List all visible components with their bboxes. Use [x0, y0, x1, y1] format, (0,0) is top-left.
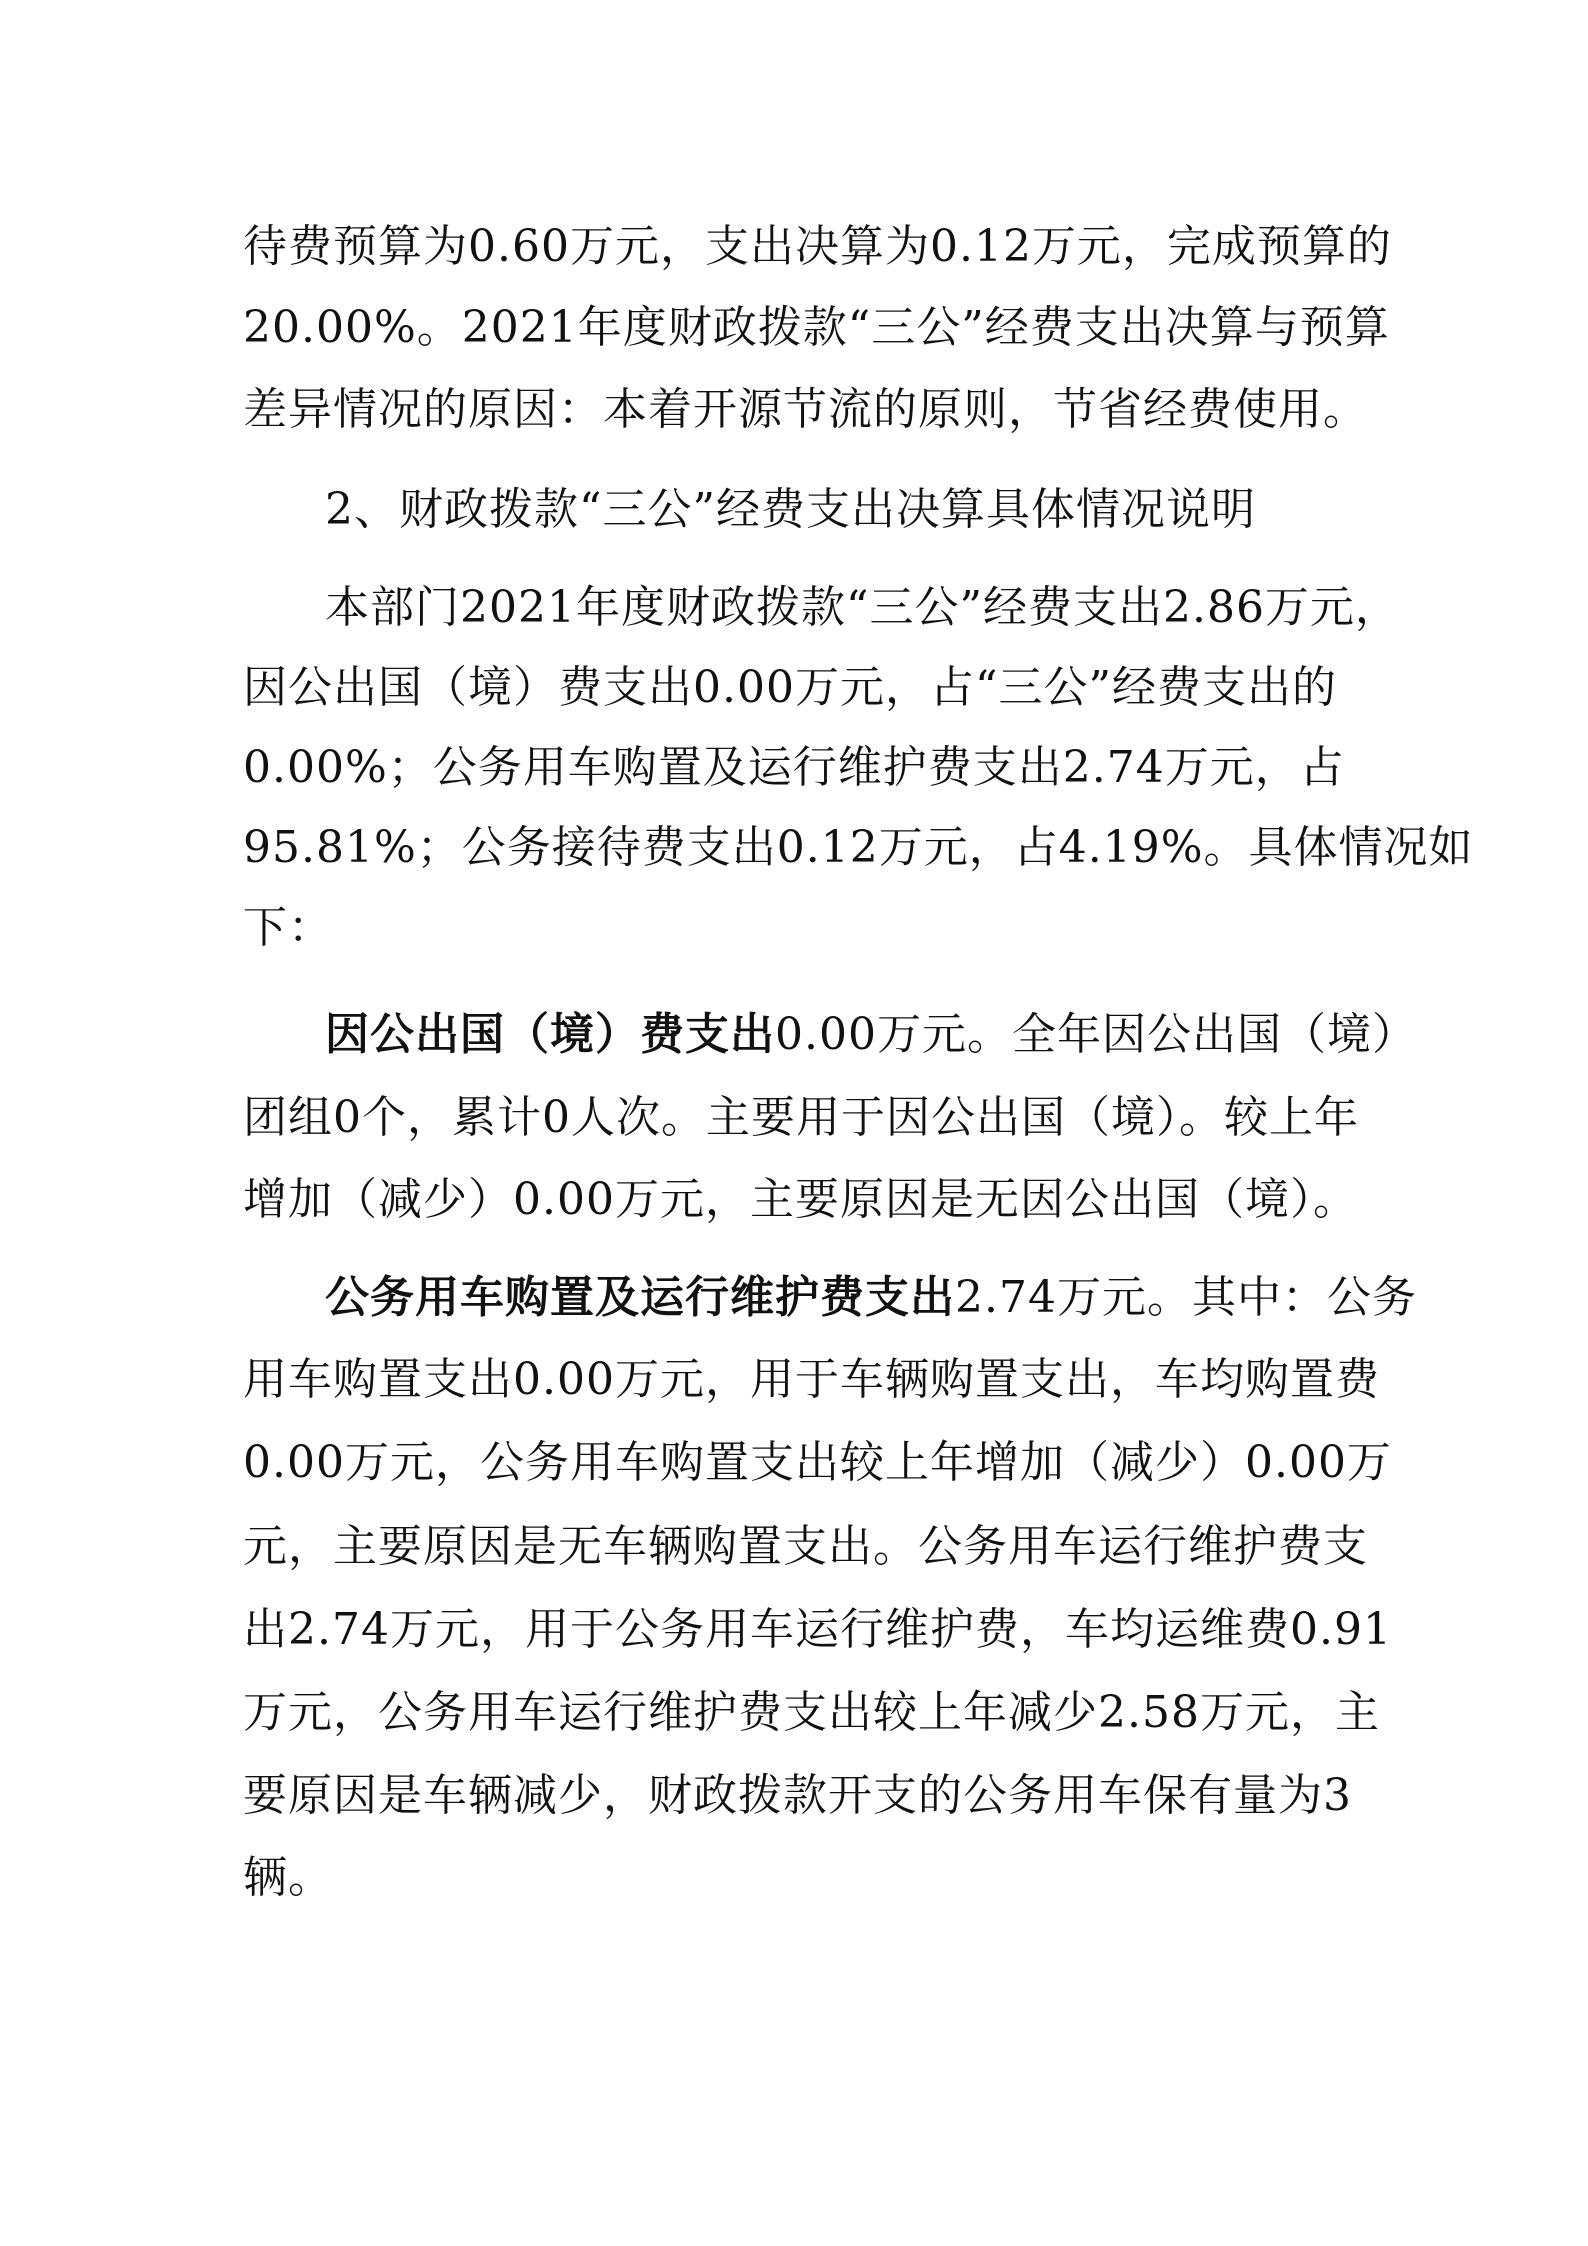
paragraph-text: 2.74万元。其中：公务 — [955, 1272, 1417, 1323]
paragraph-line: 用车购置支出0.00万元，用于车辆购置支出，车均购置费 — [243, 1354, 1380, 1405]
paragraph-line: 因公出国（境）费支出0.00万元，占“三公”经费支出的 — [243, 662, 1337, 713]
paragraph-line: 95.81%；公务接待费支出0.12万元，占4.19%。具体情况如 — [243, 822, 1474, 873]
paragraph-line: 0.00%；公务用车购置及运行维护费支出2.74万元，占 — [243, 742, 1345, 793]
subheading-bold: 公务用车购置及运行维护费支出 — [325, 1272, 955, 1323]
paragraph-line — [325, 1005, 1417, 1065]
paragraph-line: 元，主要原因是无车辆购置支出。公务用车运行维护费支 — [243, 1521, 1368, 1572]
paragraph-text: 0.00万元。全年因公出国（境） — [775, 1009, 1417, 1060]
subheading-bold: 因公出国（境）费支出 — [325, 1009, 775, 1060]
paragraph-line — [325, 1268, 1417, 1328]
paragraph-line: 20.00%。2021年度财政拨款“三公”经费支出决算与预算 — [243, 302, 1390, 353]
paragraph-line: 辆。 — [243, 1852, 333, 1903]
paragraph-line: 要原因是车辆减少，财政拨款开支的公务用车保有量为3 — [243, 1770, 1352, 1821]
paragraph-line: 下： — [243, 902, 333, 953]
section-heading: 2、财政拨款“三公”经费支出决算具体情况说明 — [325, 484, 1256, 535]
paragraph-line: 万元，公务用车运行维护费支出较上年减少2.58万元，主 — [243, 1687, 1380, 1738]
paragraph-line: 增加（减少）0.00万元，主要原因是无因公出国（境）。 — [243, 1174, 1358, 1225]
paragraph-line: 本部门2021年度财政拨款“三公”经费支出2.86万元， — [325, 582, 1400, 633]
paragraph-line: 0.00万元，公务用车购置支出较上年增加（减少）0.00万 — [243, 1437, 1392, 1488]
paragraph-line: 差异情况的原因：本着开源节流的原则，节省经费使用。 — [243, 384, 1368, 435]
paragraph-line: 待费预算为0.60万元，支出决算为0.12万元，完成预算的 — [243, 221, 1392, 272]
paragraph-line: 出2.74万元，用于公务用车运行维护费，车均运维费0.91 — [243, 1604, 1392, 1655]
paragraph-line: 团组0个，累计0人次。主要用于因公出国（境）。较上年 — [243, 1092, 1359, 1143]
